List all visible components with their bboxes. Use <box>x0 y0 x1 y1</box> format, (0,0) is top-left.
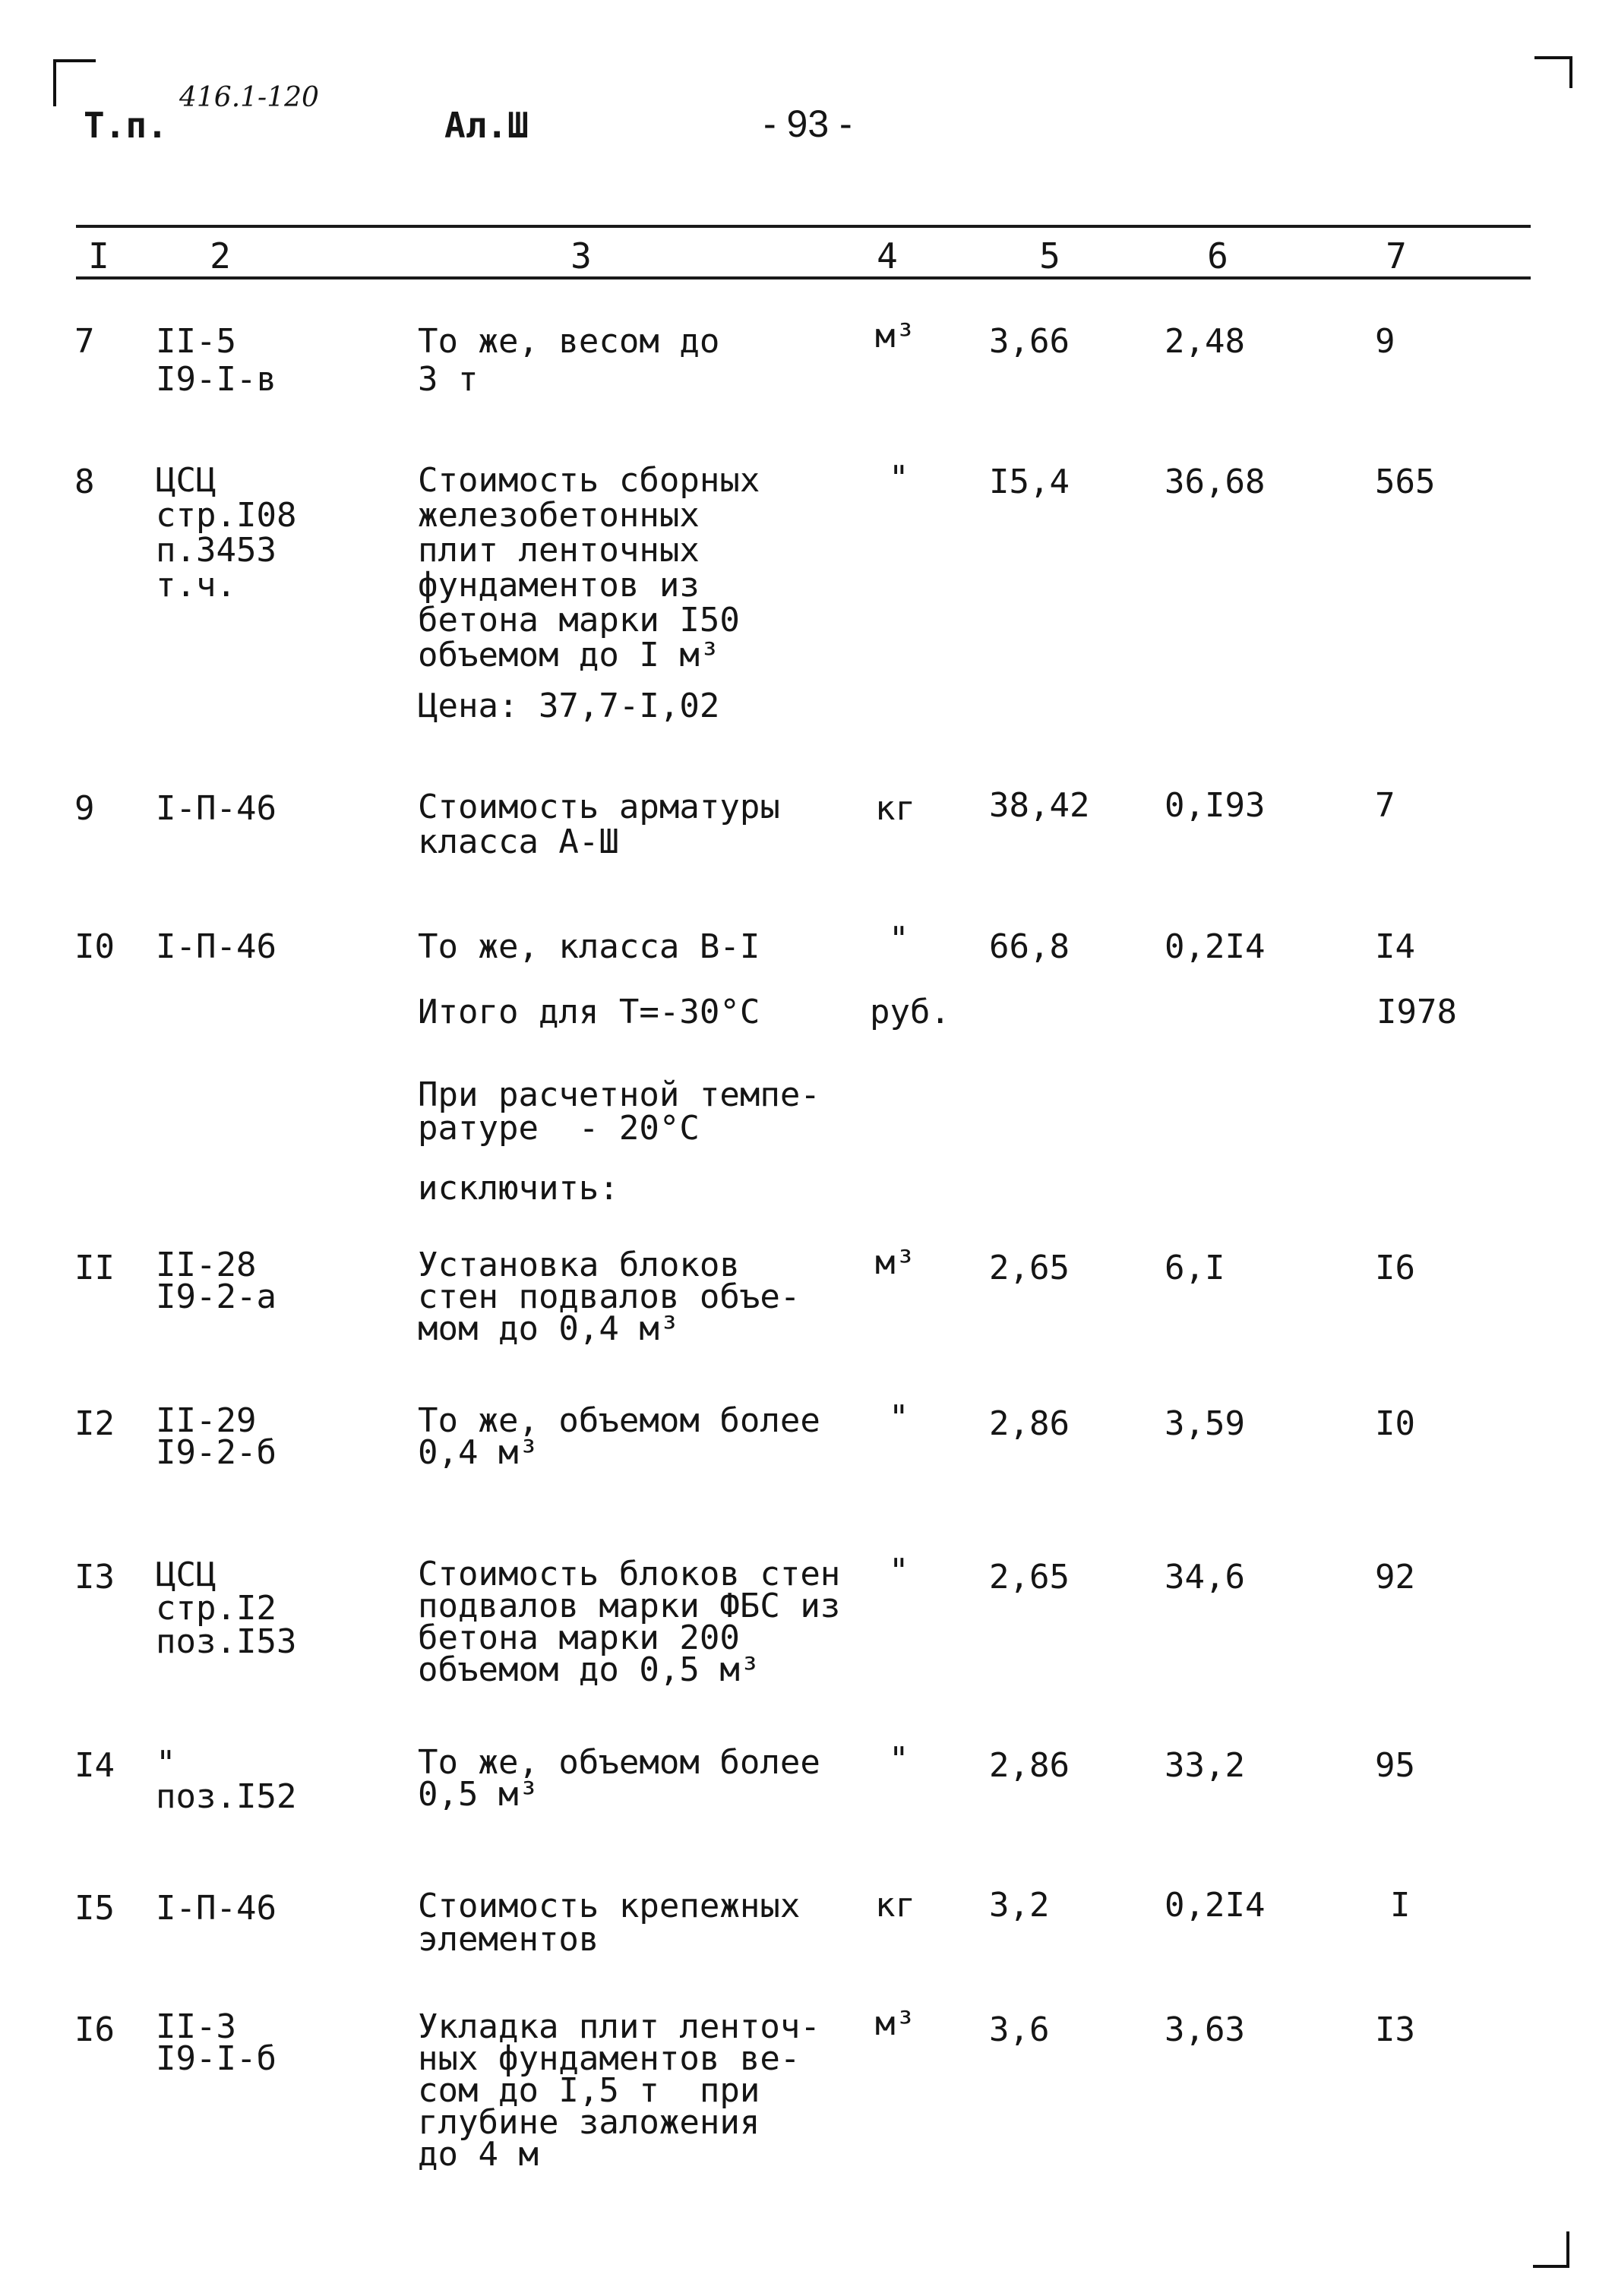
row-description: То же, класса В-I <box>418 927 760 966</box>
row-unit-price: 3,63 <box>1165 2010 1245 2049</box>
row-number: I4 <box>74 1746 115 1785</box>
row-quantity: 2,86 <box>989 1746 1070 1785</box>
row-quantity: 3,6 <box>989 2010 1050 2049</box>
row-quantity: 3,2 <box>989 1886 1050 1925</box>
row-code: I-П-46 <box>156 1889 277 1928</box>
row-number: I5 <box>74 1889 115 1928</box>
tp-handwritten-number: 416.1-120 <box>179 82 319 113</box>
row-unit-price: 6,I <box>1165 1249 1225 1287</box>
album-label: Ал.Ш <box>444 105 529 146</box>
row-unit: кг <box>875 1886 915 1925</box>
row-unit-price: 0,2I4 <box>1165 927 1266 966</box>
row-quantity: 2,86 <box>989 1404 1070 1443</box>
row-number: 8 <box>74 463 95 501</box>
row-description: Стоимость блоков стен подвалов марки ФБС из бетона марки 200 объемом до 0,5 м³ <box>418 1555 841 1689</box>
table-header-rule <box>76 276 1531 279</box>
row-total: I3 <box>1375 2010 1415 2049</box>
row-description: То же, объемом более 0,5 м³ <box>418 1743 820 1814</box>
row-unit: м³ <box>875 317 915 355</box>
subtotal-total: I978 <box>1376 993 1457 1031</box>
row-number: I3 <box>74 1558 115 1596</box>
column-header: 6 <box>1207 235 1228 276</box>
row-note: Цена: 37,7-I,02 <box>418 687 720 725</box>
row-number: I0 <box>74 927 115 966</box>
row-total: I0 <box>1375 1404 1415 1443</box>
table-top-rule <box>76 225 1531 228</box>
crop-mark-bottom-right <box>1533 2231 1569 2268</box>
row-unit: м³ <box>875 2004 915 2043</box>
row-unit: " <box>889 1552 909 1590</box>
row-code: II-28 I9-2-а <box>156 1246 277 1316</box>
row-number: 9 <box>74 789 95 828</box>
row-unit: " <box>889 1398 909 1437</box>
row-unit: " <box>889 1740 909 1779</box>
row-description: Стоимость сборных железобетонных плит ленточных фундаментов из бетона марки I50 объемом до I м³ <box>418 461 760 674</box>
row-quantity: I5,4 <box>989 463 1070 501</box>
row-quantity: 3,66 <box>989 322 1070 361</box>
column-header: 5 <box>1039 235 1060 276</box>
row-code: II-3 I9-I-б <box>156 2007 277 2078</box>
row-total: 7 <box>1375 786 1395 825</box>
row-quantity: 2,65 <box>989 1558 1070 1596</box>
row-code: II-5 I9-I-в <box>156 322 277 399</box>
row-quantity: 2,65 <box>989 1249 1070 1287</box>
subtotal-label: Итого для Т=-30°С <box>418 993 760 1031</box>
crop-mark-top-right <box>1534 56 1572 88</box>
row-number: I2 <box>74 1404 115 1443</box>
row-number: 7 <box>74 322 95 361</box>
row-description: Стоимость крепежных элементов <box>418 1887 801 1959</box>
row-total: 9 <box>1375 322 1395 361</box>
row-quantity: 38,42 <box>989 786 1090 825</box>
row-number: II <box>74 1249 115 1287</box>
row-code: I-П-46 <box>156 789 277 828</box>
row-total: I4 <box>1375 927 1415 966</box>
row-description: Укладка плит ленточ- ных фундаментов ве- сом до I,5 т при глубине заложения до 4 м <box>418 2007 820 2174</box>
row-total: I <box>1390 1886 1411 1925</box>
page-number: - 93 - <box>763 103 852 145</box>
tp-label: Т.п. <box>84 105 168 146</box>
row-unit: м³ <box>875 1243 915 1282</box>
row-unit-price: 36,68 <box>1165 463 1266 501</box>
row-unit-price: 0,I93 <box>1165 786 1266 825</box>
row-description: Установка блоков стен подвалов объе- мом до 0,4 м³ <box>418 1246 801 1348</box>
row-description: Стоимость арматуры класса А-Ш <box>418 788 780 861</box>
row-unit: кг <box>875 789 915 828</box>
crop-mark-top-left <box>53 59 96 106</box>
row-quantity: 66,8 <box>989 927 1070 966</box>
column-header: 4 <box>877 235 898 276</box>
temperature-note: При расчетной темпе- ратуре - 20°С <box>418 1075 820 1148</box>
row-code: I-П-46 <box>156 927 277 966</box>
column-header: 7 <box>1386 235 1407 276</box>
row-code: ЦСЦ стр.I2 поз.I53 <box>156 1555 297 1661</box>
row-code: II-29 I9-2-б <box>156 1401 277 1472</box>
column-header: 2 <box>210 235 231 276</box>
row-code: ЦСЦ стр.I08 п.3453 т.ч. <box>156 461 297 605</box>
column-header: 3 <box>570 235 592 276</box>
exclude-label: исключить: <box>418 1169 619 1208</box>
row-description: То же, объемом более 0,4 м³ <box>418 1401 820 1472</box>
row-code: " поз.I52 <box>156 1744 297 1816</box>
subtotal-unit: руб. <box>870 993 950 1031</box>
row-total: I6 <box>1375 1249 1415 1287</box>
row-unit-price: 2,48 <box>1165 322 1245 361</box>
row-unit: " <box>889 920 909 959</box>
column-header: I <box>88 235 109 276</box>
row-unit-price: 34,6 <box>1165 1558 1245 1596</box>
row-total: 92 <box>1375 1558 1415 1596</box>
row-unit: " <box>889 459 909 497</box>
row-number: I6 <box>74 2010 115 2049</box>
row-description: То же, весом до 3 т <box>418 322 720 399</box>
row-total: 565 <box>1375 463 1436 501</box>
row-unit-price: 0,2I4 <box>1165 1886 1266 1925</box>
row-total: 95 <box>1375 1746 1415 1785</box>
row-unit-price: 3,59 <box>1165 1404 1245 1443</box>
row-unit-price: 33,2 <box>1165 1746 1245 1785</box>
